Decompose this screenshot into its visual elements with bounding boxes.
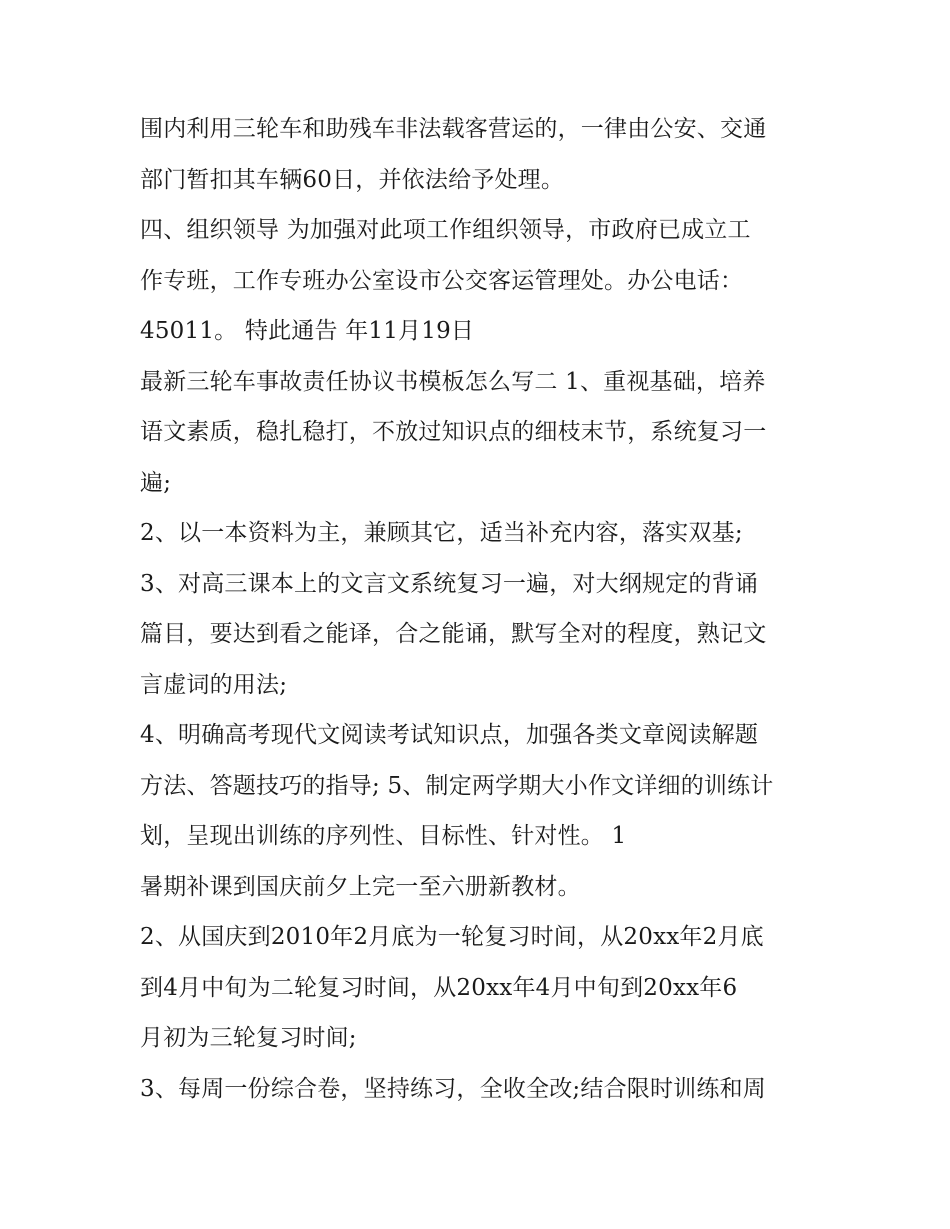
text-line: 方法、答题技巧的指导; 5、制定两学期大小作文详细的训练计 [140,772,774,799]
text-line: 言虚词的用法; [140,671,288,698]
text-line: 暑期补课到国庆前夕上完一至六册新教材。 [140,873,581,900]
text-line: 月初为三轮复习时间; [140,1025,357,1051]
text-line: 部门暂扣其车辆60日，并依法给予处理。 [140,166,565,193]
text-line: 3、对高三课本上的文言文系统复习一遍，对大纲规定的背诵 [140,570,759,597]
text-line: 3、每周一份综合卷，坚持练习，全收全改;结合限时训练和周 [140,1075,766,1102]
text-line: 2、从国庆到2010年2月底为一轮复习时间，从20xx年2月底 [140,924,764,950]
body-text [140,104,830,1114]
text-line: 到4月中旬为二轮复习时间，从20xx年4月中旬到20xx年6 [140,974,738,1001]
text-line: 语文素质，稳扎稳打，不放过知识点的细枝末节，系统复习一 [140,419,767,445]
text-line: 遍; [140,469,172,496]
text-line: 4、明确高考现代文阅读考试知识点，加强各类文章阅读解题 [140,722,759,748]
text-line: 最新三轮车事故责任协议书模板怎么写二 1、重视基础，培养 [140,368,766,395]
text-line: 篇目，要达到看之能译，合之能诵，默写全对的程度，熟记文 [140,621,767,647]
text-line: 作专班，工作专班办公室设市公交客运管理处。办公电话： [140,267,744,294]
text-line: 45011。 特此通告 年11月19日 [140,318,475,344]
text-line: 2、以一本资料为主，兼顾其它，适当补充内容，落实双基; [140,520,743,546]
text-line: 围内利用三轮车和助残车非法载客营运的，一律由公安、交通 [140,116,767,142]
text-line: 四、组织领导 为加强对此项工作组织领导，市政府已成立工 [140,217,751,243]
text-line: 划，呈现出训练的序列性、目标性、针对性。 1 [140,823,627,849]
